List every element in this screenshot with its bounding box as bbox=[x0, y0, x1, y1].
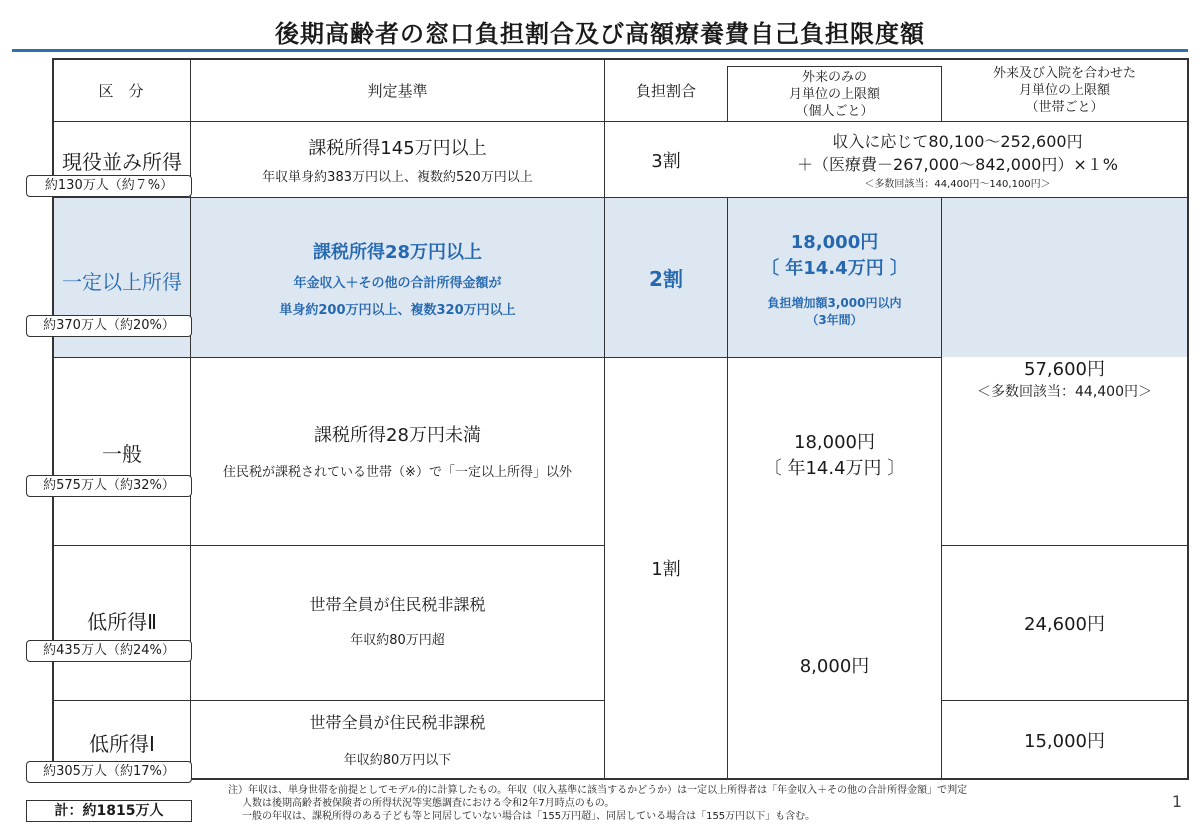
row-certain-name: 一定以上所得 bbox=[62, 269, 182, 294]
row-divider bbox=[52, 357, 941, 358]
bracket-right: 〕 bbox=[883, 257, 908, 279]
row-certain-outpatient: 18,000円 〔 年14.4万円 〕 負担増加額3,000円以内 （3年間） bbox=[761, 231, 908, 327]
row-certain-criteria: 課税所得28万円以上 年金収入＋その他の合計所得金額が 単身約200万円以上、複数320万円以上 bbox=[279, 241, 516, 318]
row-active-name: 現役並み所得 bbox=[62, 149, 182, 174]
row-low-outpatient: 8,000円 bbox=[799, 656, 870, 677]
row-shared-ratio: 1割 bbox=[651, 559, 681, 580]
row-low2-criteria: 世帯全員が住民税非課税 年収約80万円超 bbox=[309, 595, 486, 648]
table-right-border bbox=[1187, 58, 1189, 780]
row-certain-ratio: 2割 bbox=[649, 267, 683, 291]
row-active-count: 約130万人（約７%） bbox=[26, 175, 192, 197]
row-low1-combined: 15,000円 bbox=[1024, 730, 1105, 752]
bracket-left: 〔 bbox=[763, 458, 788, 479]
row-active-limit: 収入に応じて80,100～252,600円 ＋（医療費－267,000～842,000円）×１% ＜多数回該当：44,400円～140,100円＞ bbox=[797, 132, 1118, 190]
footnotes: 注）年収は、単身世帯を前提としてモデル的に計算したもの。年収（収入基準に該当するかどうか）は一定以上所得者は「年金収入＋その他の合計所得金額」で判定 人数は後期高齢者被保険者の所得状況等実態調査における令和2年7月時点のもの。 一般の年収は、課税所得のある子ども等と同居していない場合は「155万円超」、同居している場合は「155万円以下」も含む。 bbox=[228, 785, 968, 822]
total-count: 計：約1815万人 bbox=[26, 800, 192, 822]
row-low2-combined: 24,600円 bbox=[1024, 614, 1105, 635]
row-low1-criteria: 世帯全員が住民税非課税 年収約80万円以下 bbox=[309, 713, 486, 768]
row-general-name: 一般 bbox=[102, 441, 142, 466]
header-outpatient: 外来のみの 月単位の上限額 （個人ごと） bbox=[788, 69, 880, 119]
bracket-left: 〔 bbox=[761, 257, 786, 279]
header-combined: 外来及び入院を合わせた 月単位の上限額 （世帯ごと） bbox=[992, 66, 1136, 115]
row-shared-combined: 57,600円 ＜多数回該当：44,400円＞ bbox=[977, 359, 1152, 400]
row-general-criteria: 課税所得28万円未満 住民税が課税されている世帯（※）で「一定以上所得」以外 bbox=[223, 424, 572, 480]
row-low2-name: 低所得Ⅱ bbox=[87, 609, 157, 634]
row-active-ratio: 3割 bbox=[651, 150, 681, 172]
row-low2-count: 約435万人（約24%） bbox=[26, 640, 192, 662]
table-bottom-border bbox=[52, 778, 1188, 780]
row-general-outpatient: 18,000円 〔 年14.4万円 〕 bbox=[763, 432, 906, 479]
bracket-right: 〕 bbox=[881, 458, 906, 479]
header-ratio: 負担割合 bbox=[635, 82, 696, 100]
page-number: 1 bbox=[1171, 792, 1182, 811]
page-title: 後期高齢者の窓口負担割合及び高額療養費自己負担限度額 bbox=[275, 20, 925, 48]
title-divider bbox=[12, 49, 1188, 52]
row-low1-count: 約305万人（約17%） bbox=[26, 761, 192, 783]
header-criteria: 判定基準 bbox=[367, 82, 428, 100]
row-general-count: 約575万人（約32%） bbox=[26, 475, 192, 497]
row-divider bbox=[52, 545, 604, 546]
row-divider bbox=[52, 700, 604, 701]
row-certain-count: 約370万人（約20%） bbox=[26, 315, 192, 337]
header-category: 区 分 bbox=[98, 82, 144, 100]
row-active-criteria: 課税所得145万円以上 年収単身約383万円以上、複数約520万円以上 bbox=[262, 138, 533, 185]
row-low1-name: 低所得Ⅰ bbox=[89, 731, 155, 756]
